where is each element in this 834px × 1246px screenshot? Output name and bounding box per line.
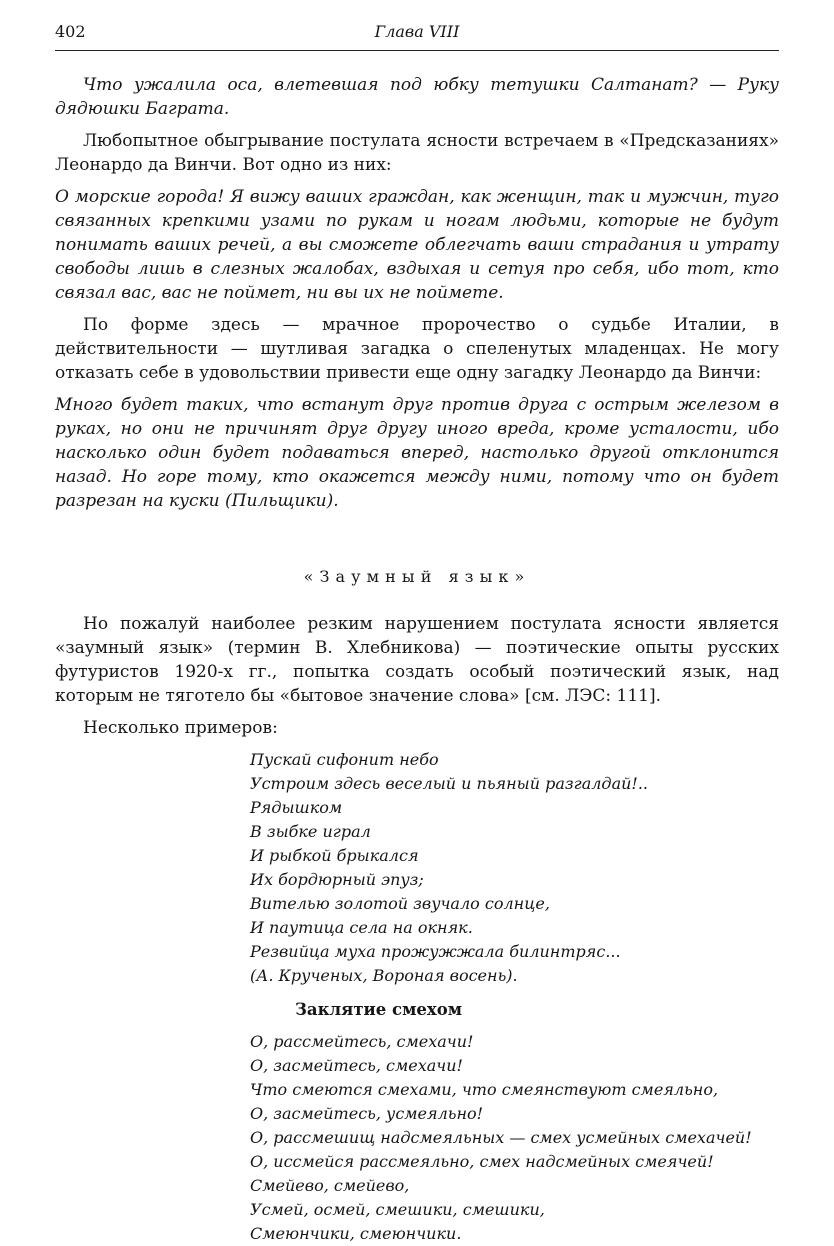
poem-line: Устроим здесь веселый и пьяный разгалдай!..	[250, 774, 649, 793]
poem-line: О, иссмейся рассмеяльно, смех надсмейных смеячей!	[250, 1152, 714, 1171]
poem-line: И паутица села на окняк.	[250, 918, 473, 937]
paragraph-zaum: Но пожалуй наиболее резким нарушением постулата ясности является «заумный язык» (термин В. Хлебникова) — поэтические опыты русских футуристов 1920-х гг., попытка создать особый поэтический язык, над которым не тяготело бы «бытовое значение слова» [см. ЛЭС: 111].	[55, 614, 779, 706]
section-heading-zaum: «Заумный язык»	[303, 567, 531, 586]
poem-line: В зыбке играл	[250, 822, 371, 841]
poem-line: Их бордюрный эпуз;	[250, 870, 424, 889]
page-header	[55, 22, 779, 51]
poem-line: О, засмейтесь, смехачи!	[250, 1056, 463, 1075]
paragraph-commentary: По форме здесь — мрачное пророчество о судьбе Италии, в действительности — шутливая загадка о спеленутых младенцах. Не могу отказать себе в удовольствии привести еще одну загадку Леонардо да Винчи:	[55, 315, 779, 383]
paragraph-riddle-answer: Что ужалила оса, влетевшая под юбку тетушки Салтанат? — Руку дядюшки Баграта.	[55, 75, 779, 119]
poem-line: Рядышком	[250, 798, 343, 817]
poem-line: Вителью золотой звучало солнце,	[250, 894, 550, 913]
poem-line: О, рассмейтесь, смехачи!	[250, 1032, 474, 1051]
poem-title-zaklyatie-smekhom: Заклятие смехом	[295, 1000, 463, 1019]
blockquote-sawyers: Много будет таких, что встанут друг против друга с острым железом в руках, но они не причинят друг другу иного вреда, кроме усталости, ибо насколько один будет подаваться вперед, настолько другой отклонится назад. Но горе тому, кто окажется между ними, потому что он будет разрезан на куски (Пильщики).	[55, 395, 779, 511]
poem-line: Пускай сифонит небо	[250, 750, 439, 769]
poem-line: Резвийца муха прожужжала билинтряс...	[250, 942, 621, 961]
blockquote-sea-cities: О морские города! Я вижу ваших граждан, как женщин, так и мужчин, туго связанных крепкими узами по рукам и ногам людьми, которые не будут понимать ваших речей, а вы сможете облегчать ваши страдания и утрату свободы лишь в слезных жалобах, вздыхая и сетуя про себя, ибо тот, кто связал вас, вас не поймет, ни вы их не поймете.	[55, 187, 779, 303]
poem-line: Смейево, смейево,	[250, 1176, 410, 1195]
poem-kruchenykh	[250, 748, 779, 1246]
poem-line: О, засмейтесь, усмеяльно!	[250, 1104, 484, 1123]
paragraph-examples-lead: Несколько примеров:	[83, 718, 278, 738]
poem-line: Смеюнчики, смеюнчики.	[250, 1224, 462, 1243]
page-body	[55, 73, 779, 1246]
poem-line: И рыбкой брыкался	[250, 846, 419, 865]
poem-khlebnikov	[250, 1030, 779, 1246]
page-number: 402	[55, 22, 86, 41]
chapter-title: Глава VIII	[374, 22, 460, 41]
poem-attribution: (А. Крученых, Вороная восень).	[250, 966, 518, 985]
poem-line: Что смеются смехами, что смеянствуют смеяльно,	[250, 1080, 719, 1099]
poem-line: Усмей, осмей, смешики, смешики,	[250, 1200, 545, 1219]
paragraph-intro-leonardo: Любопытное обыгрывание постулата ясности встречаем в «Предсказаниях» Леонардо да Винчи. Вот одно из них:	[55, 131, 779, 175]
poem-line: О, рассмешищ надсмеяльных — смех усмейных смехачей!	[250, 1128, 752, 1147]
